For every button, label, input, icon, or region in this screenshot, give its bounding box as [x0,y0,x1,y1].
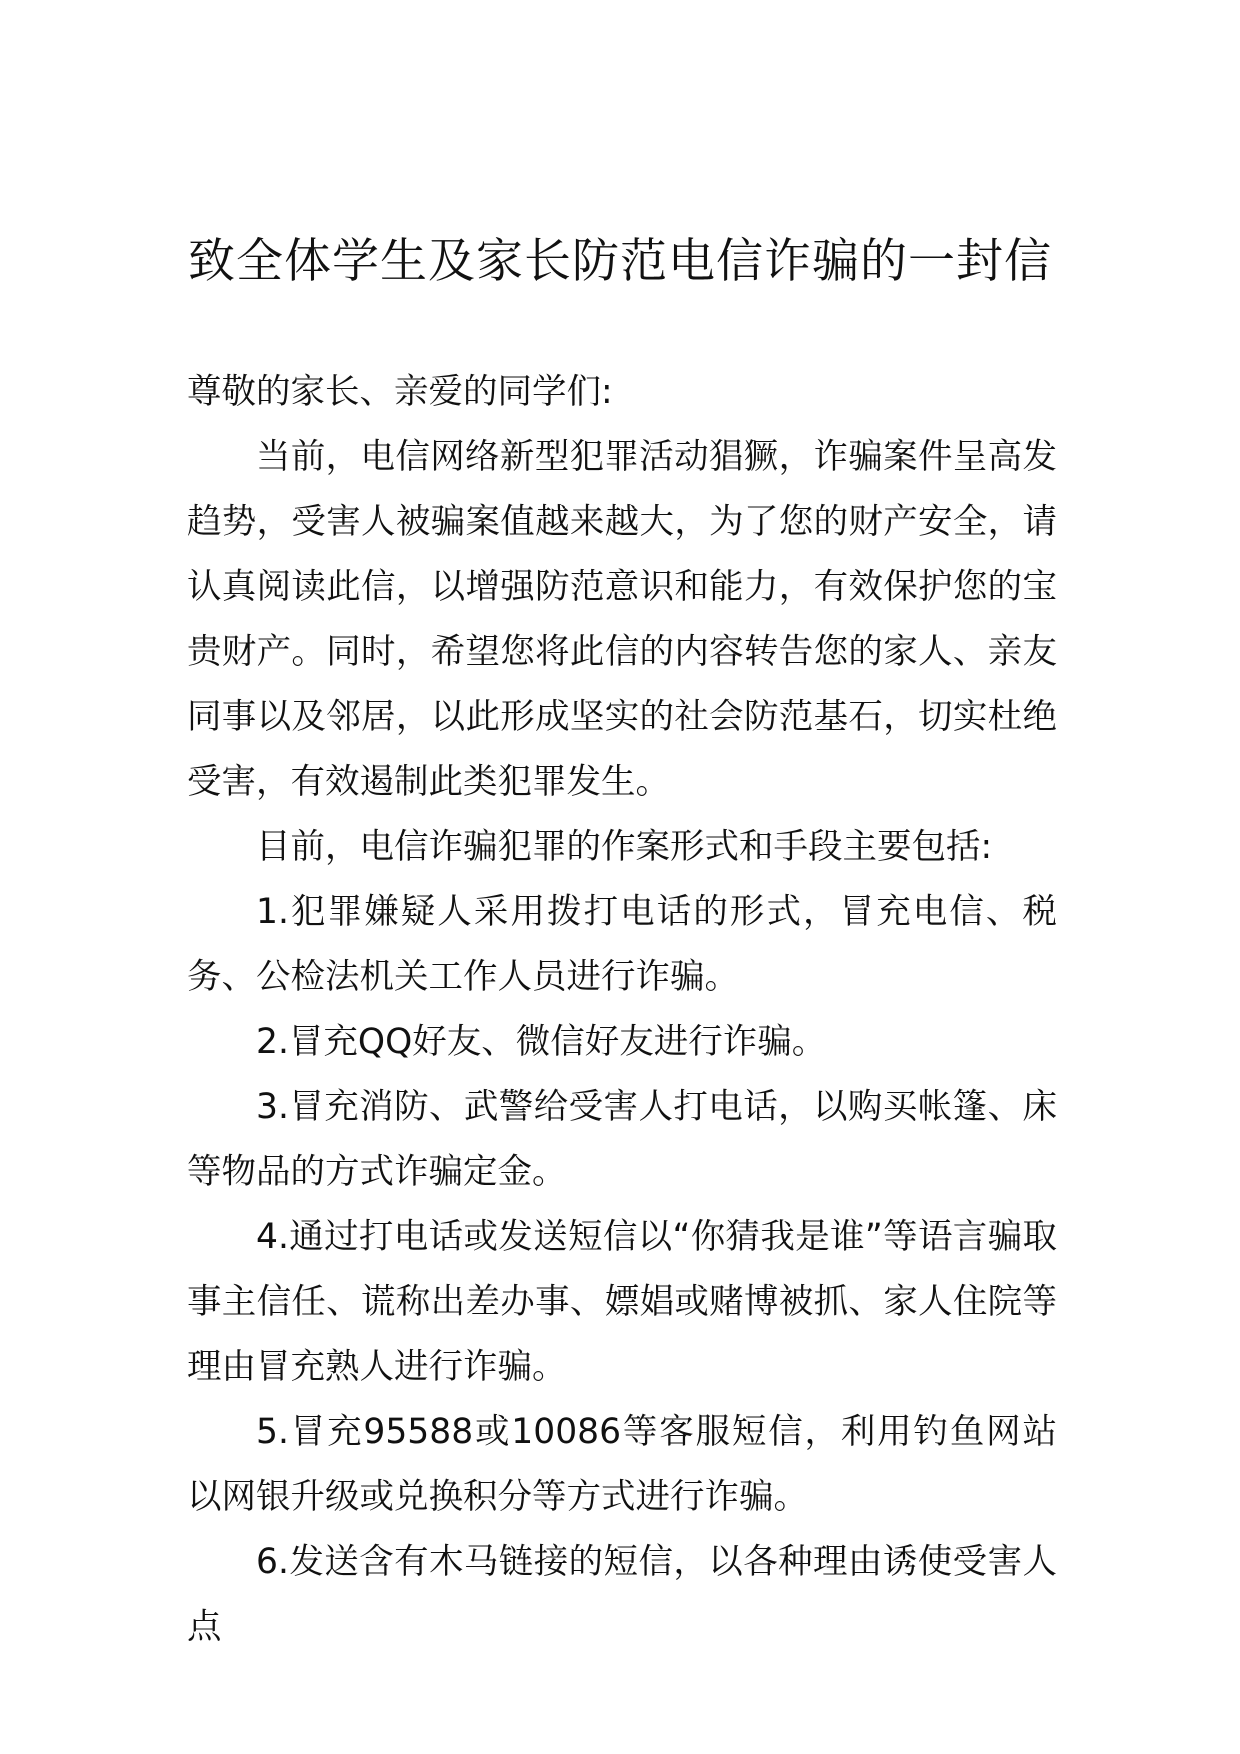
method-item-6: 6.发送含有木马链接的短信，以各种理由诱使受害人点 [187,1542,1057,1647]
methods-lead: 目前，电信诈骗犯罪的作案形式和手段主要包括: [256,827,993,867]
method-item-4: 4.通过打电话或发送短信以“你猜我是谁”等语言骗取事主信任、谎称出差办事、嫖娼或赌博被抓、家人住院等理由冒充熟人进行诈骗。 [187,1217,1057,1387]
intro-paragraph: 当前，电信网络新型犯罪活动猖獗，诈骗案件呈高发趋势，受害人被骗案值越来越大，为了您的财产安全，请认真阅读此信，以增强防范意识和能力，有效保护您的宝贵财产。同时，希望您将此信的内容转告您的家人、亲友同事以及邻居，以此形成坚实的社会防范基石，切实杜绝受害，有效遏制此类犯罪发生。 [187,437,1057,802]
method-item-5: 5.冒充95588或10086等客服短信，利用钓鱼网站以网银升级或兑换积分等方式进行诈骗。 [187,1412,1057,1517]
document-title: 致全体学生及家长防范电信诈骗的一封信 [188,234,1052,289]
method-item-1: 1.犯罪嫌疑人采用拨打电话的形式，冒充电信、税务、公检法机关工作人员进行诈骗。 [187,892,1057,997]
method-item-3: 3.冒充消防、武警给受害人打电话，以购买帐篷、床等物品的方式诈骗定金。 [187,1087,1057,1192]
method-item-2: 2.冒充QQ好友、微信好友进行诈骗。 [256,1022,827,1062]
salutation: 尊敬的家长、亲爱的同学们: [187,372,613,412]
letter-body [187,360,1057,1660]
